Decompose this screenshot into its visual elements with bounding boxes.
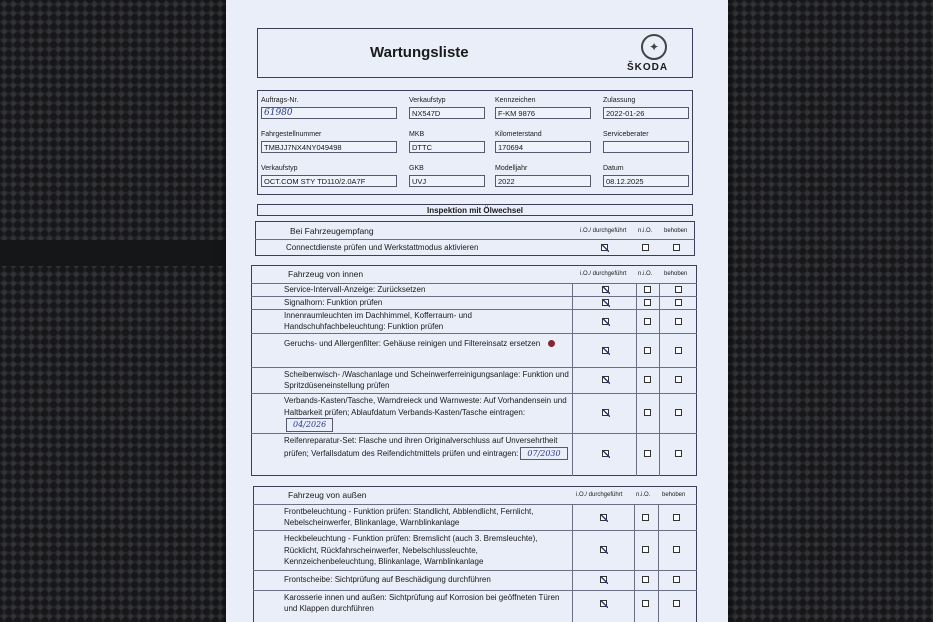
- checkbox-nio[interactable]: [642, 546, 649, 553]
- checkbox-io[interactable]: [600, 576, 607, 583]
- seat-fabric-right: [722, 0, 933, 622]
- checkbox-nio[interactable]: [644, 450, 651, 457]
- row-text: Frontscheibe: Sichtprüfung auf Beschädigung durchführen: [284, 575, 491, 584]
- checkbox-nio[interactable]: [642, 514, 649, 521]
- gkb-field: UVJ: [409, 175, 485, 187]
- row-text: Karosserie innen und außen: Sichtprüfung auf Korrosion bei geöffneten Türen und Klappen durchführen: [284, 593, 560, 613]
- col-behoben: behoben: [664, 228, 688, 234]
- checkbox-nio[interactable]: [642, 600, 649, 607]
- datum-field: 08.12.2025: [603, 175, 689, 187]
- col-behoben: behoben: [664, 271, 688, 277]
- row-text: Innenraumleuchten im Dachhimmel, Kofferraum- und Handschuhfachbeleuchtung: Funktion prüfen: [284, 311, 472, 331]
- checkbox-io[interactable]: [602, 450, 609, 457]
- expiry-date-entry: 04/2026: [286, 418, 333, 432]
- col-nio: n.i.O.: [636, 492, 651, 498]
- mkb-label: MKB: [409, 131, 425, 138]
- sealant-date-entry: 07/2030: [520, 447, 567, 461]
- row-text-content: Verbands-Kasten/Tasche, Warndreieck und Warnweste: Auf Vorhandensein und Haltbarkeit prüfen; Ablaufdatum Verbands-Kasten/Tasche eintragen:: [284, 396, 567, 417]
- row-text: Heckbeleuchtung - Funktion prüfen: Bremslicht (auch 3. Bremsleuchte), Rücklicht, Rückfahrscheinwerfer, Nebelschlussleuchte, Kennzeichenbeleuchtung, Blinkanlage, Warnblinkanlage: [284, 534, 538, 566]
- skoda-logo-icon: ✦: [641, 34, 667, 60]
- row-text: [284, 435, 570, 460]
- gkb-label: GKB: [409, 165, 424, 172]
- checkbox-io[interactable]: [602, 299, 609, 306]
- checkbox-behoben[interactable]: [675, 347, 682, 354]
- checkbox-nio[interactable]: [644, 286, 651, 293]
- auftrag-field: 61980: [261, 107, 397, 119]
- kennzeichen-label: Kennzeichen: [495, 97, 536, 104]
- fin-field: TMBJJ7NX4NY049498: [261, 141, 397, 153]
- berater-field: [603, 141, 689, 153]
- checkbox-nio[interactable]: [644, 318, 651, 325]
- row-text: Scheibenwisch- /Waschanlage und Scheinwerferreinigungsanlage: Funktion und Spritzdüseneinstellung prüfen: [284, 370, 569, 390]
- col-nio: n.i.O.: [638, 271, 653, 277]
- warning-dot-icon: [548, 340, 555, 347]
- fin-label: Fahrgestellnummer: [261, 131, 322, 138]
- col-nio: n.i.O.: [638, 228, 653, 234]
- checkbox-io[interactable]: [600, 546, 607, 553]
- checkbox-nio[interactable]: [642, 576, 649, 583]
- seat-fabric-left: [0, 0, 236, 622]
- checkbox-nio[interactable]: [644, 299, 651, 306]
- maintenance-sheet: [226, 0, 728, 622]
- datum-label: Datum: [603, 165, 624, 172]
- section-aussen-title: Fahrzeug von außen: [288, 490, 367, 500]
- checkbox-behoben[interactable]: [675, 318, 682, 325]
- vt2-field: OCT.COM STY TD110/2.0A7F: [261, 175, 397, 187]
- checkbox-nio[interactable]: [644, 347, 651, 354]
- checkbox-behoben[interactable]: [675, 409, 682, 416]
- checkbox-behoben[interactable]: [675, 450, 682, 457]
- checkbox-behoben[interactable]: [675, 376, 682, 383]
- row-text: [284, 395, 570, 432]
- checkbox-io[interactable]: [602, 286, 609, 293]
- zulassung-field: 2022-01-26: [603, 107, 689, 119]
- checkbox-nio[interactable]: [644, 409, 651, 416]
- row-text-content: Geruchs- und Allergenfilter: Gehäuse reinigen und Filtereinsatz ersetzen: [284, 339, 541, 348]
- km-label: Kilometerstand: [495, 131, 542, 138]
- section-innen-title: Fahrzeug von innen: [288, 269, 364, 279]
- row-text: Service-Intervall-Anzeige: Zurücksetzen: [284, 285, 426, 294]
- inspection-title: Inspektion mit Ölwechsel: [257, 204, 693, 216]
- brand-name: ŠKODA: [627, 62, 669, 73]
- checkbox-behoben[interactable]: [673, 576, 680, 583]
- checkbox-io[interactable]: [602, 409, 609, 416]
- checkbox-nio[interactable]: [642, 244, 649, 251]
- berater-label: Serviceberater: [603, 131, 649, 138]
- col-io: i.O./ durchgeführt: [580, 228, 627, 234]
- col-behoben: behoben: [662, 492, 686, 498]
- checkbox-io[interactable]: [600, 600, 607, 607]
- sheet-title: Wartungsliste: [370, 44, 469, 61]
- row-text: [284, 336, 570, 352]
- zulassung-label: Zulassung: [603, 97, 636, 104]
- checkbox-io[interactable]: [600, 514, 607, 521]
- checkbox-behoben[interactable]: [675, 286, 682, 293]
- row-text: Connectdienste prüfen und Werkstattmodus aktivieren: [286, 243, 479, 252]
- row-text: Frontbeleuchtung - Funktion prüfen: Standlicht, Abblendlicht, Fernlicht, Nebelscheinwerfer, Blinkanlage, Warnblinkanlage: [284, 507, 534, 527]
- verkaufstyp-label: Verkaufstyp: [409, 97, 446, 104]
- row-text-content: Reifenreparatur-Set: Flasche und ihren Originalverschluss auf Unversehrtheit prüfen; Verfallsdatum des Reifendichtmittels prüfen und eintragen:: [284, 436, 558, 458]
- auftrag-label: Auftrags-Nr.: [261, 97, 299, 104]
- km-field: 170694: [495, 141, 591, 153]
- section-empfang-title: Bei Fahrzeugempfang: [290, 226, 374, 236]
- checkbox-behoben[interactable]: [673, 600, 680, 607]
- verkaufstyp-field: NX547D: [409, 107, 485, 119]
- mkb-field: DTTC: [409, 141, 485, 153]
- seat-seam: [0, 240, 236, 266]
- vt2-label: Verkaufstyp: [261, 165, 298, 172]
- checkbox-io[interactable]: [602, 318, 609, 325]
- checkbox-behoben[interactable]: [675, 299, 682, 306]
- kennzeichen-field: F-KM 9876: [495, 107, 591, 119]
- checkbox-behoben[interactable]: [673, 244, 680, 251]
- row-text: Signalhorn: Funktion prüfen: [284, 298, 383, 307]
- checkbox-nio[interactable]: [644, 376, 651, 383]
- col-io: i.O./ durchgeführt: [576, 492, 623, 498]
- modelljahr-field: 2022: [495, 175, 591, 187]
- checkbox-io[interactable]: [602, 376, 609, 383]
- checkbox-io[interactable]: [601, 244, 608, 251]
- checkbox-behoben[interactable]: [673, 546, 680, 553]
- checkbox-behoben[interactable]: [673, 514, 680, 521]
- modelljahr-label: Modelljahr: [495, 165, 528, 172]
- col-io: i.O./ durchgeführt: [580, 271, 627, 277]
- checkbox-io[interactable]: [602, 347, 609, 354]
